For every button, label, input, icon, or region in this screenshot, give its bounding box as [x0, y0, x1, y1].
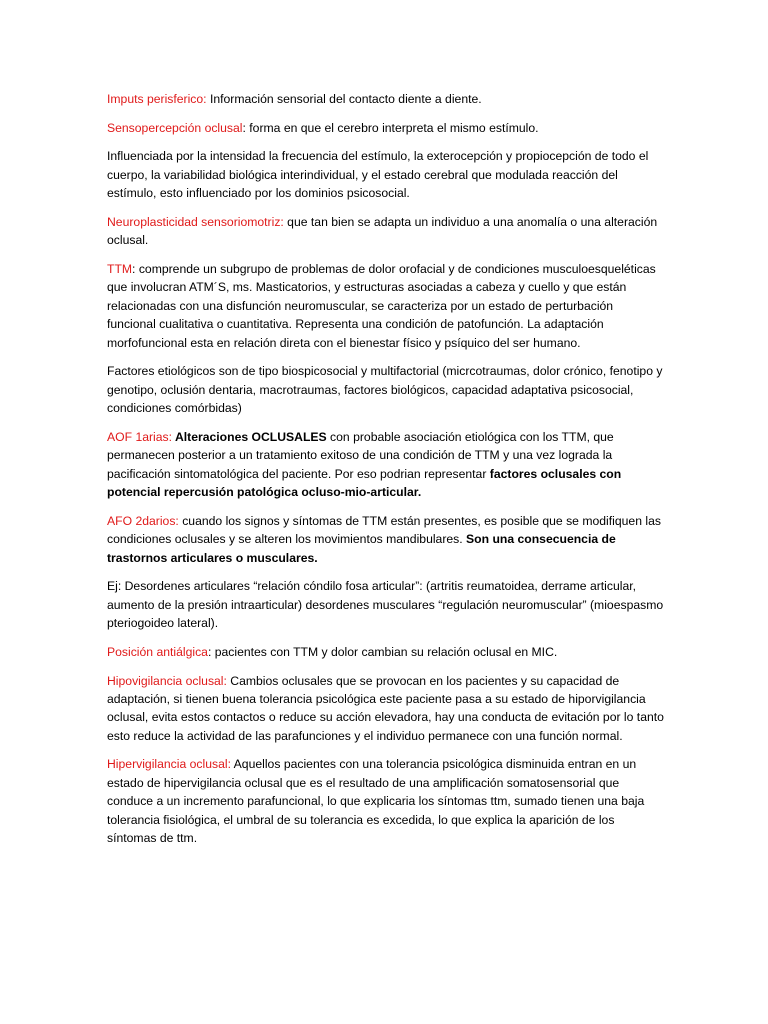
paragraph-afo-2darios — [107, 512, 664, 567]
term-label: Sensopercepción oclusal — [107, 120, 243, 135]
paragraph-sensopercepcion-oclusal — [107, 119, 664, 137]
paragraph-text: : pacientes con TTM y dolor cambian su relación oclusal en MIC. — [207, 644, 558, 659]
paragraph-imputs-perisferico — [107, 90, 664, 108]
paragraph-text: que tan bien se adapta un individuo a una anomalía o una alteración oclusal. — [107, 214, 658, 248]
paragraph-ttm — [107, 260, 664, 352]
paragraph-ejemplo-desordenes — [107, 577, 664, 632]
paragraph-text: : comprende un subgrupo de problemas de dolor orofacial y de condiciones musculoesqueléticas que involucran ATM´S, ms. Masticatorios, y estructuras asociadas a cabeza y cuello y que están relacionadas con una disfunción neuromuscular, se caracteriza por un estado de perturbación funcional cualitativa o cuantitativa. Representa una condición de patofunción. La adaptación morfofuncional esta en relación direta con el bienestar físico y psíquico del ser humano. — [107, 262, 656, 350]
paragraph-text: con probable asociación etiológica con los TTM, que permanecen posterior a un tratamiento exitoso de una condición de TTM y una vez lograda la pacificación sintomatológica del paciente. Por eso podrian representar — [107, 429, 614, 481]
term-label: Imputs perisferico: — [107, 92, 207, 106]
paragraph-posicion-antialgica — [107, 643, 664, 661]
bold-text: factores oclusales con potencial repercusión patológica ocluso-mio-articular. — [107, 466, 622, 500]
paragraph-text: : forma en que el cerebro interpreta el mismo estímulo. — [242, 120, 539, 135]
paragraph-influenciada — [107, 147, 664, 202]
paragraph-text: Cambios oclusales que se provocan en los pacientes y su capacidad de adaptación, si tienen buena tolerancia psicológica este paciente pasa a su estado de hiporvigilancia oclusal, evita estos contactos o reduce su acción elevadora, hay una conducta de evitación por lo tanto esto reduce la actividad de las parafunciones y el individuo permanece con una función normal. — [107, 673, 664, 743]
term-label: AFO 2darios: — [107, 513, 179, 528]
paragraph-factores-etiologicos — [107, 362, 664, 417]
paragraph-text: Influenciada por la intensidad la frecuencia del estímulo, la exterocepción y propiocepción de todo el cuerpo, la variabilidad biológica interindividual, y el estado cerebral que modulada reacción del estímulo, esto influenciado por los dominios psicosocial. — [107, 149, 649, 201]
term-label: AOF 1arias: — [107, 429, 173, 444]
bold-text: Son una consecuencia de trastornos articulares o musculares. — [107, 532, 616, 565]
paragraph-text: Ej: Desordenes articulares “relación cóndilo fosa articular”: (artritis reumatoidea, derrame articular, aumento de la presión intraarticular) desordenes musculares “regulación neuromuscular” (mioespasmo pteriogoideo lateral). — [107, 579, 664, 631]
paragraph-neuroplasticidad — [107, 213, 664, 250]
paragraph-text: Aquellos pacientes con una tolerancia psicológica disminuida entran en un estado de hipervigilancia oclusal que es el resultado de una amplificación somatosensorial que conduce a un incremento parafuncional, lo que explicaria los síntomas ttm, sumado tienen una baja tolerancia fisiológica, el umbral de su tolerancia es excedida, lo que explica la aparición de los síntomas de ttm. — [107, 757, 645, 846]
paragraph-hipovigilancia — [107, 672, 664, 746]
paragraph-hipervigilancia — [107, 755, 664, 847]
bold-text: Alteraciones OCLUSALES — [172, 429, 327, 444]
paragraph-aof-1arias — [107, 428, 664, 502]
term-label: Hipervigilancia oclusal: — [107, 757, 231, 772]
paragraph-text: cuando los signos y síntomas de TTM están presentes, es posible que se modifiquen las condiciones oclusales y se alteren los movimientos mandibulares. — [107, 513, 661, 547]
term-label: TTM — [107, 262, 133, 277]
paragraph-text: Factores etiológicos son de tipo biospicosocial y multifactorial (micrcotraumas, dolor crónico, fenotipo y genotipo, oclusión dentaria, macrotraumas, factores biológicos, capacidad adaptativa psicosocial, condiciones comórbidas) — [107, 364, 663, 416]
term-label: Neuroplasticidad sensoriomotriz: — [107, 214, 284, 229]
term-label: Hipovigilancia oclusal: — [107, 673, 227, 688]
term-label: Posición antiálgica — [107, 644, 208, 659]
paragraph-text: Información sensorial del contacto diente a diente. — [206, 92, 482, 106]
